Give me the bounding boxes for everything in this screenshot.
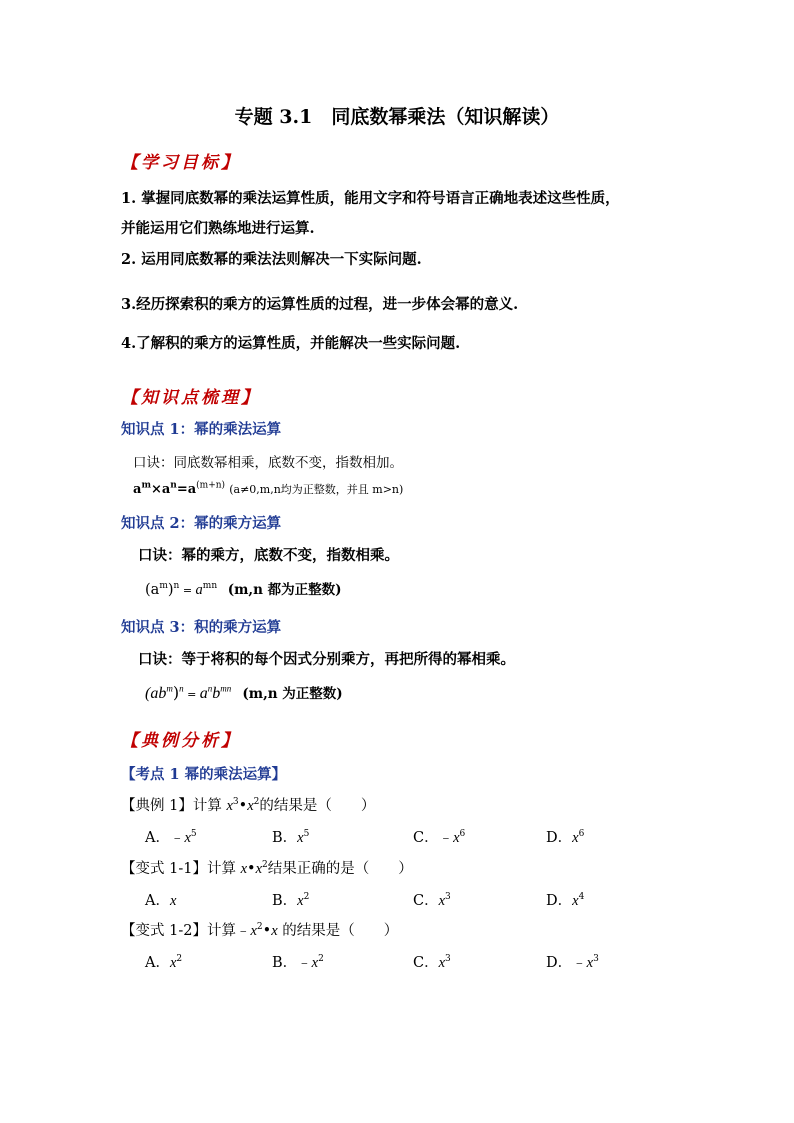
kp3-heading: 知识点 3：积的乘方运算 <box>121 619 282 636</box>
q3-option-d[interactable] <box>546 951 599 972</box>
kp3-f-close: ) <box>172 683 180 702</box>
q2-option-a[interactable] <box>145 889 176 910</box>
q2-d-e: 4 <box>578 892 585 903</box>
q1-option-d[interactable] <box>546 826 584 847</box>
kp1-f-eq: =a <box>176 482 197 497</box>
section-objectives: 【学习目标】 <box>121 153 241 173</box>
q1-d-e: 6 <box>578 829 585 840</box>
q2-b-label: B． <box>272 893 298 909</box>
q1-option-a[interactable] <box>145 826 197 847</box>
q3-a-e: 2 <box>176 954 183 965</box>
kp3-f-n: n <box>179 683 184 694</box>
q3-d-e: 3 <box>593 954 599 965</box>
q1-option-b[interactable] <box>272 826 309 847</box>
q1-c-e: 6 <box>459 829 466 840</box>
q1-d-label: D． <box>546 830 573 846</box>
q3-e1: 2 <box>256 922 263 933</box>
q2-c-e: 3 <box>445 892 451 903</box>
q2-pre: 计算 <box>206 861 241 877</box>
kp3-f-mn: mn <box>220 683 232 694</box>
q3-option-a[interactable] <box>145 951 182 972</box>
kp1-f-n: n <box>170 480 177 491</box>
kp2-rule: 口诀：幂的乘方，底数不变，指数相乘。 <box>138 547 399 564</box>
q1-dot: • <box>238 798 248 814</box>
q2-label: 【变式 1-1】 <box>121 861 207 877</box>
q2-option-b[interactable] <box>272 889 309 910</box>
kp3-f-m: m <box>166 683 173 694</box>
objective-4: 4.了解积的乘方的运算性质，并能解决一些实际问题. <box>121 335 461 352</box>
q2-d-label: D． <box>546 893 573 909</box>
q2-c-label: C． <box>413 893 439 909</box>
q3-option-c[interactable] <box>413 951 451 972</box>
q2-post: 结果正确的是（ ） <box>267 861 413 877</box>
q1-b-x: x <box>297 830 304 846</box>
kp2-f-eq: = <box>179 584 196 597</box>
q3-b-label: B．﹣ <box>272 955 312 971</box>
q1-d-x: x <box>572 830 579 846</box>
q3-stem <box>121 919 398 940</box>
q2-c-x: x <box>438 893 446 909</box>
q2-option-c[interactable] <box>413 889 451 910</box>
kp3-f-b: b <box>212 685 221 702</box>
q2-x2: x <box>255 861 263 877</box>
q3-c-x: x <box>438 955 446 971</box>
q1-e2: 2 <box>253 797 260 808</box>
q3-b-x: x <box>311 955 319 971</box>
kp3-rule: 口诀：等于将积的每个因式分别乘方，再把所得的幂相乘。 <box>138 651 515 668</box>
q2-option-d[interactable] <box>546 889 584 910</box>
q1-stem <box>121 794 375 815</box>
kp2-f-close: ) <box>167 582 174 598</box>
page-title: 专题 3.1 同底数幂乘法（知识解读） <box>234 106 560 128</box>
q2-b-x: x <box>297 893 304 909</box>
kp2-f-open: (a <box>145 582 160 598</box>
kp2-formula <box>145 578 342 599</box>
q3-b-e: 2 <box>318 954 324 965</box>
q3-a-x: x <box>169 955 177 971</box>
objective-3: 3.经历探索积的乘方的运算性质的过程，进一步体会幂的意义. <box>121 296 519 313</box>
q2-dot: • <box>247 861 256 877</box>
q2-d-x: x <box>572 893 579 909</box>
kp2-heading: 知识点 2：幂的乘方运算 <box>121 515 282 532</box>
q1-pre: 计算 <box>192 798 227 814</box>
q3-option-b[interactable] <box>272 951 324 972</box>
q1-e1: 3 <box>232 797 239 808</box>
kp2-f-m: m <box>159 581 168 592</box>
q1-b-e: 5 <box>303 829 310 840</box>
q1-x1: x <box>226 798 233 814</box>
kp3-f-eq: = <box>183 688 200 701</box>
q1-a-label: A．﹣ <box>145 830 185 846</box>
kp1-condition: (a≠0,m,n均为正整数，并且 m>n) <box>229 483 404 496</box>
kp1-formula <box>133 481 403 497</box>
kp1-heading: 知识点 1：幂的乘法运算 <box>121 421 282 438</box>
kp2-f-a: a <box>195 582 203 598</box>
q1-a-e: 5 <box>190 829 197 840</box>
q1-b-label: B． <box>272 830 298 846</box>
q3-c-label: C． <box>413 955 439 971</box>
kp3-f-a: a <box>199 685 208 702</box>
kp3-f-an: n <box>207 683 213 694</box>
q3-pre: 计算﹣ <box>206 923 251 939</box>
q3-dot: • <box>262 923 272 939</box>
q3-label: 【变式 1-2】 <box>121 923 207 939</box>
section-examples: 【典例分析】 <box>121 731 241 751</box>
objective-1-line2: 并能运用它们熟练地进行运算. <box>121 220 315 237</box>
q2-a-label: A． <box>145 893 170 909</box>
section-knowledge: 【知识点梳理】 <box>121 388 261 408</box>
q1-x2: x <box>247 798 254 814</box>
kp3-f-open: (ab <box>145 685 167 702</box>
q1-a-x: x <box>184 830 191 846</box>
q1-label: 【典例 1】 <box>121 798 193 814</box>
q3-d-label: D．﹣ <box>546 955 587 971</box>
kp2-condition: (m,n 都为正整数) <box>227 582 342 598</box>
q3-x2: x <box>271 923 278 939</box>
q2-e2: 2 <box>262 860 268 871</box>
q2-b-e: 2 <box>303 892 310 903</box>
objective-1-line1: 1. 掌握同底数幂的乘法运算性质，能用文字和符号语言正确地表述这些性质， <box>121 190 620 207</box>
objective-2: 2. 运用同底数幂的乘法法则解决一下实际问题. <box>121 251 422 268</box>
q3-x1: x <box>250 923 257 939</box>
kp1-f-m: m <box>141 480 151 491</box>
kp1-f-base: a <box>133 482 142 497</box>
kaodian-1: 【考点 1 幂的乘法运算】 <box>121 766 287 783</box>
kp1-rule: 口诀：同底数幂相乘，底数不变，指数相加。 <box>133 455 403 471</box>
kp2-f-n: n <box>173 581 180 592</box>
q3-a-label: A． <box>145 955 170 971</box>
q1-c-label: C．﹣ <box>413 830 454 846</box>
q3-post: 的结果是（ ） <box>277 923 399 939</box>
q3-d-x: x <box>586 955 594 971</box>
q1-c-x: x <box>453 830 460 846</box>
q2-stem <box>121 857 413 878</box>
kp1-f-mn: (m+n) <box>196 480 226 491</box>
kp2-f-mn: mn <box>202 581 218 592</box>
q2-a-x: x <box>169 893 177 909</box>
kp1-f-times: ×a <box>150 482 171 497</box>
q1-post: 的结果是（ ） <box>259 798 376 814</box>
q2-x1: x <box>240 861 248 877</box>
kp3-formula <box>145 682 343 703</box>
q3-c-e: 3 <box>445 954 451 965</box>
q1-option-c[interactable] <box>413 826 465 847</box>
kp3-condition: (m,n 为正整数) <box>242 686 343 702</box>
